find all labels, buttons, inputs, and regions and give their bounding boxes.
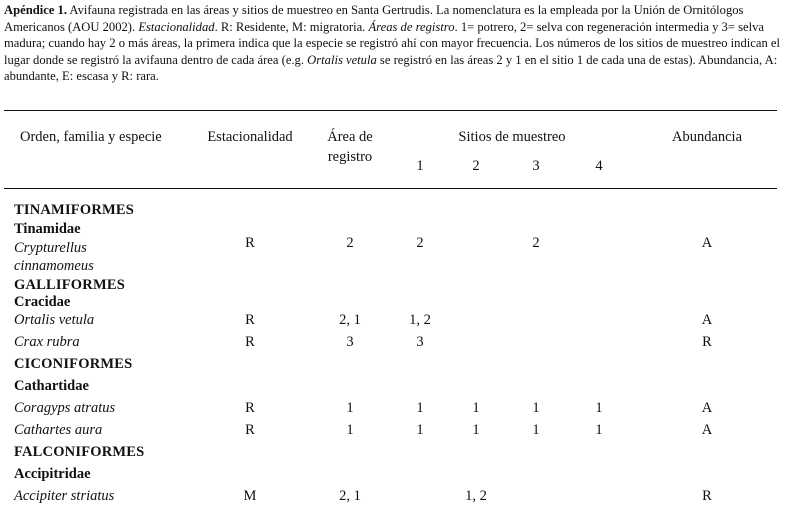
- caption-text-3: . 1= potrero, 2= selva con regeneración intermedia y 3= selva madura; cuando hay 2 o más áreas, la primera indica que la especie se registró ahí con mayor frecuencia. Los números de los sitios de muestreo indican el lugar donde se registró la avifauna dentro de cada área (e.g.: [4, 19, 780, 67]
- ortalis-abundance: A: [701, 312, 713, 328]
- header-area-line1: Área de: [327, 129, 373, 145]
- cathartes-area: 1: [346, 422, 354, 438]
- caption-text-2: . R: Residente, M: migratoria.: [214, 19, 369, 34]
- header-site-3: 3: [532, 158, 540, 174]
- ortalis-season: R: [245, 312, 255, 328]
- ortalis-area: 2, 1: [339, 312, 361, 328]
- family-cathartidae: Cathartidae: [14, 378, 89, 394]
- coragyps-area: 1: [346, 400, 354, 416]
- species-cathartes-aura: Cathartes aura: [14, 422, 103, 438]
- header-sites: Sitios de muestreo: [458, 129, 566, 145]
- crax-site-1: 3: [416, 334, 424, 350]
- family-tinamidae: Tinamidae: [14, 221, 81, 237]
- crax-abundance: R: [702, 334, 712, 350]
- cathartes-site-3: 1: [532, 422, 540, 438]
- crypturellus-abundance: A: [701, 235, 713, 251]
- species-crypturellus-line2: cinnamomeus: [14, 258, 94, 274]
- table-header-rule: [4, 188, 777, 189]
- crypturellus-season: R: [245, 235, 255, 251]
- caption-season-term: Estacionalidad: [138, 19, 215, 34]
- crypturellus-area: 2: [346, 235, 354, 251]
- table-top-rule: [4, 110, 777, 111]
- ortalis-site-1: 1, 2: [409, 312, 431, 328]
- table-caption: [4, 2, 792, 85]
- caption-example-species: Ortalis vetula: [307, 52, 377, 67]
- header-site-4: 4: [595, 158, 603, 174]
- cathartes-site-4: 1: [595, 422, 603, 438]
- cathartes-site-1: 1: [416, 422, 424, 438]
- crypturellus-site-1: 2: [416, 235, 424, 251]
- family-cracidae: Cracidae: [14, 294, 71, 310]
- species-crax-rubra: Crax rubra: [14, 334, 80, 350]
- cathartes-season: R: [245, 422, 255, 438]
- coragyps-abundance: A: [701, 400, 713, 416]
- order-tinamiformes: TINAMIFORMES: [14, 202, 135, 218]
- header-abundance: Abundancia: [671, 129, 743, 145]
- coragyps-site-4: 1: [595, 400, 603, 416]
- header-taxon: Orden, familia y especie: [20, 129, 162, 145]
- crax-season: R: [245, 334, 255, 350]
- accipiter-site-2: 1, 2: [465, 488, 487, 504]
- header-site-1: 1: [416, 158, 424, 174]
- crax-area: 3: [346, 334, 354, 350]
- caption-text-4: se registró en las áreas 2 y 1 en el sitio 1 de cada una de estas). Abundancia, A: abundante, E: escasa y R: rara.: [4, 52, 778, 83]
- order-galliformes: GALLIFORMES: [14, 277, 125, 293]
- species-accipiter-striatus: Accipiter striatus: [14, 488, 115, 504]
- order-ciconiformes: CICONIFORMES: [14, 356, 133, 372]
- family-accipitridae: Accipitridae: [14, 466, 91, 482]
- species-crypturellus-line1: Crypturellus: [14, 240, 87, 256]
- species-ortalis-vetula: Ortalis vetula: [14, 312, 95, 328]
- coragyps-site-3: 1: [532, 400, 540, 416]
- caption-label: Apéndice 1.: [4, 3, 67, 17]
- coragyps-season: R: [245, 400, 255, 416]
- order-falconiformes: FALCONIFORMES: [14, 444, 145, 460]
- crypturellus-site-3: 2: [532, 235, 540, 251]
- caption-area-term: Áreas de registro: [368, 19, 455, 34]
- header-season: Estacionalidad: [207, 129, 293, 145]
- accipiter-season: M: [243, 488, 257, 504]
- coragyps-site-1: 1: [416, 400, 424, 416]
- accipiter-area: 2, 1: [339, 488, 361, 504]
- species-coragyps-atratus: Coragyps atratus: [14, 400, 116, 416]
- cathartes-abundance: A: [701, 422, 713, 438]
- header-site-2: 2: [472, 158, 480, 174]
- header-area-line2: registro: [327, 149, 373, 165]
- accipiter-abundance: R: [702, 488, 712, 504]
- cathartes-site-2: 1: [472, 422, 480, 438]
- coragyps-site-2: 1: [472, 400, 480, 416]
- caption-text-1: Avifauna registrada en las áreas y sitios de muestreo en Santa Gertrudis. La nomenclatura es la empleada por la Unión de Ornitólogos Americanos (AOU 2002).: [4, 3, 744, 34]
